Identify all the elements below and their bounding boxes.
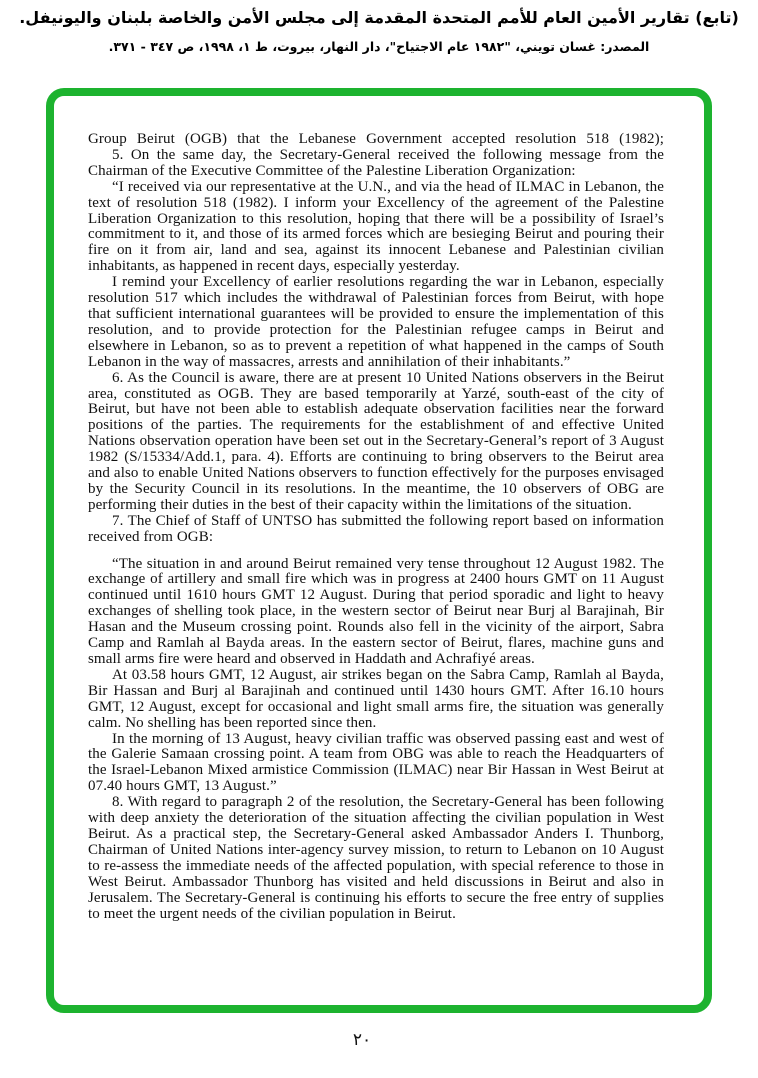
paragraph: In the morning of 13 August, heavy civilian traffic was observed passing east and west of the Galerie Samaan crossing point. A team from OBG was able to reach the Headquarters of the Israel-Lebanon Mixed armistice Commission (ILMAC) near Bir Hassan in West Beirut at 07.40 hours GMT, 13 August.” <box>88 730 664 795</box>
header-title: (تابع) تقارير الأمين العام للأمم المتحدة المقدمة إلى مجلس الأمن والخاصة بلبنان واليونيفل. <box>19 8 739 27</box>
paragraph: 5. On the same day, the Secretary-General received the following message from the Chairman of the Executive Committee of the Palestine Liberation Organization: <box>88 146 664 179</box>
page-number: ٢٠ <box>352 1030 372 1050</box>
paragraph: “The situation in and around Beirut remained very tense throughout 12 August 1982. The exchange of artillery and small fire which was in progress at 2400 hours GMT on 11 August continued until 1610 hours GMT 12 August. During that period sporadic and light to heavy exchanges of shelling took place, in the western sector of Beirut near Burj al Barajinah, Bir Hasan and the Museum crossing point. Rounds also fell in the vicinity of the airport, Sabra Camp and Ramlah al Bayda areas. In the eastern sector of Beirut, flares, machine guns and small arms fire were heard and observed in Haddath and Achrafiyé areas. <box>88 555 664 667</box>
paragraph: At 03.58 hours GMT, 12 August, air strikes began on the Sabra Camp, Ramlah al Bayda, Bir Hassan and Burj al Barajinah and continued until 1430 hours GMT. After 16.10 hours GMT, 12 August, except for occasional and light small arms fire, the situation was generally calm. No shelling has been reported since then. <box>88 666 664 731</box>
document-green-frame <box>46 88 712 1013</box>
paragraph: 8. With regard to paragraph 2 of the resolution, the Secretary-General has been following with deep anxiety the deterioration of the situation affecting the civilian population in West Beirut. As a practical step, the Secretary-General asked Ambassador Anders I. Thunborg, Chairman of United Nations inter-agency survey mission, to return to Lebanon on 10 August to re-assess the immediate needs of the affected population, with special reference to those in West Beirut. Ambassador Thunborg has visited and held discussions in Beirut and also in Jerusalem. The Secretary-General is continuing his efforts to secure the free entry of supplies to meet the urgent needs of the civilian population in Beirut. <box>88 794 664 922</box>
paragraph: Group Beirut (OGB) that the Lebanese Government accepted resolution 518 (1982); <box>88 131 664 147</box>
arabic-header <box>14 6 744 56</box>
header-source-citation: المصدر: غسان تويني، "١٩٨٢ عام الاجتياح"، دار النهار، بيروت، ط ١، ١٩٩٨، ص ٣٤٧ - ٣٧١. <box>108 39 650 54</box>
paragraph: “I received via our representative at the U.N., and via the head of ILMAC in Lebanon, the text of resolution 518 (1982). I inform your Excellency of the agreement of the Palestine Liberation Organization to this resolution, hoping that there will be a possibility of Israel’s commitment to it, and those of its armed forces which are besieging Beirut and pouring their fire on it from air, land and sea, against its innocent Lebanese and Palestinian civilian inhabitants, as happened in recent days, especially yesterday. <box>88 178 664 275</box>
paragraph: 6. As the Council is aware, there are at present 10 United Nations observers in the Beirut area, constituted as OGB. They are based temporarily at Yarzé, south-east of the city of Beirut, but have not been able to establish adequate observation facilities near the forward positions of the parties. The requirements for the establishment of and effective United Nations observation operation have been set out in the Secretary-General’s report of 3 August 1982 (S/15334/Add.1, para. 4). Efforts are continuing to bring observers to the Beirut area and also to enable United Nations observers to function effectively for the purposes envisaged by the Security Council in its resolutions. In the meantime, the 10 observers of OBG are performing their duties in the best of their capacity within the limitations of the situation. <box>88 369 664 513</box>
paragraph: I remind your Excellency of earlier resolutions regarding the war in Lebanon, especially resolution 517 which includes the withdrawal of Palestinian forces from Beirut, with hope that sufficient international guarantees will be provided to ensure the implementation of this resolution, and to provide protection for the Palestinian refugee camps in Beirut and elsewhere in Lebanon, so as to prevent a repetition of what happened in the camps of South Lebanon in the way of massacres, arrests and annihilation of their inhabitants.” <box>88 274 664 370</box>
document-paragraphs <box>88 132 664 922</box>
paragraph: 7. The Chief of Staff of UNTSO has submitted the following report based on information received from OGB: <box>88 512 664 545</box>
